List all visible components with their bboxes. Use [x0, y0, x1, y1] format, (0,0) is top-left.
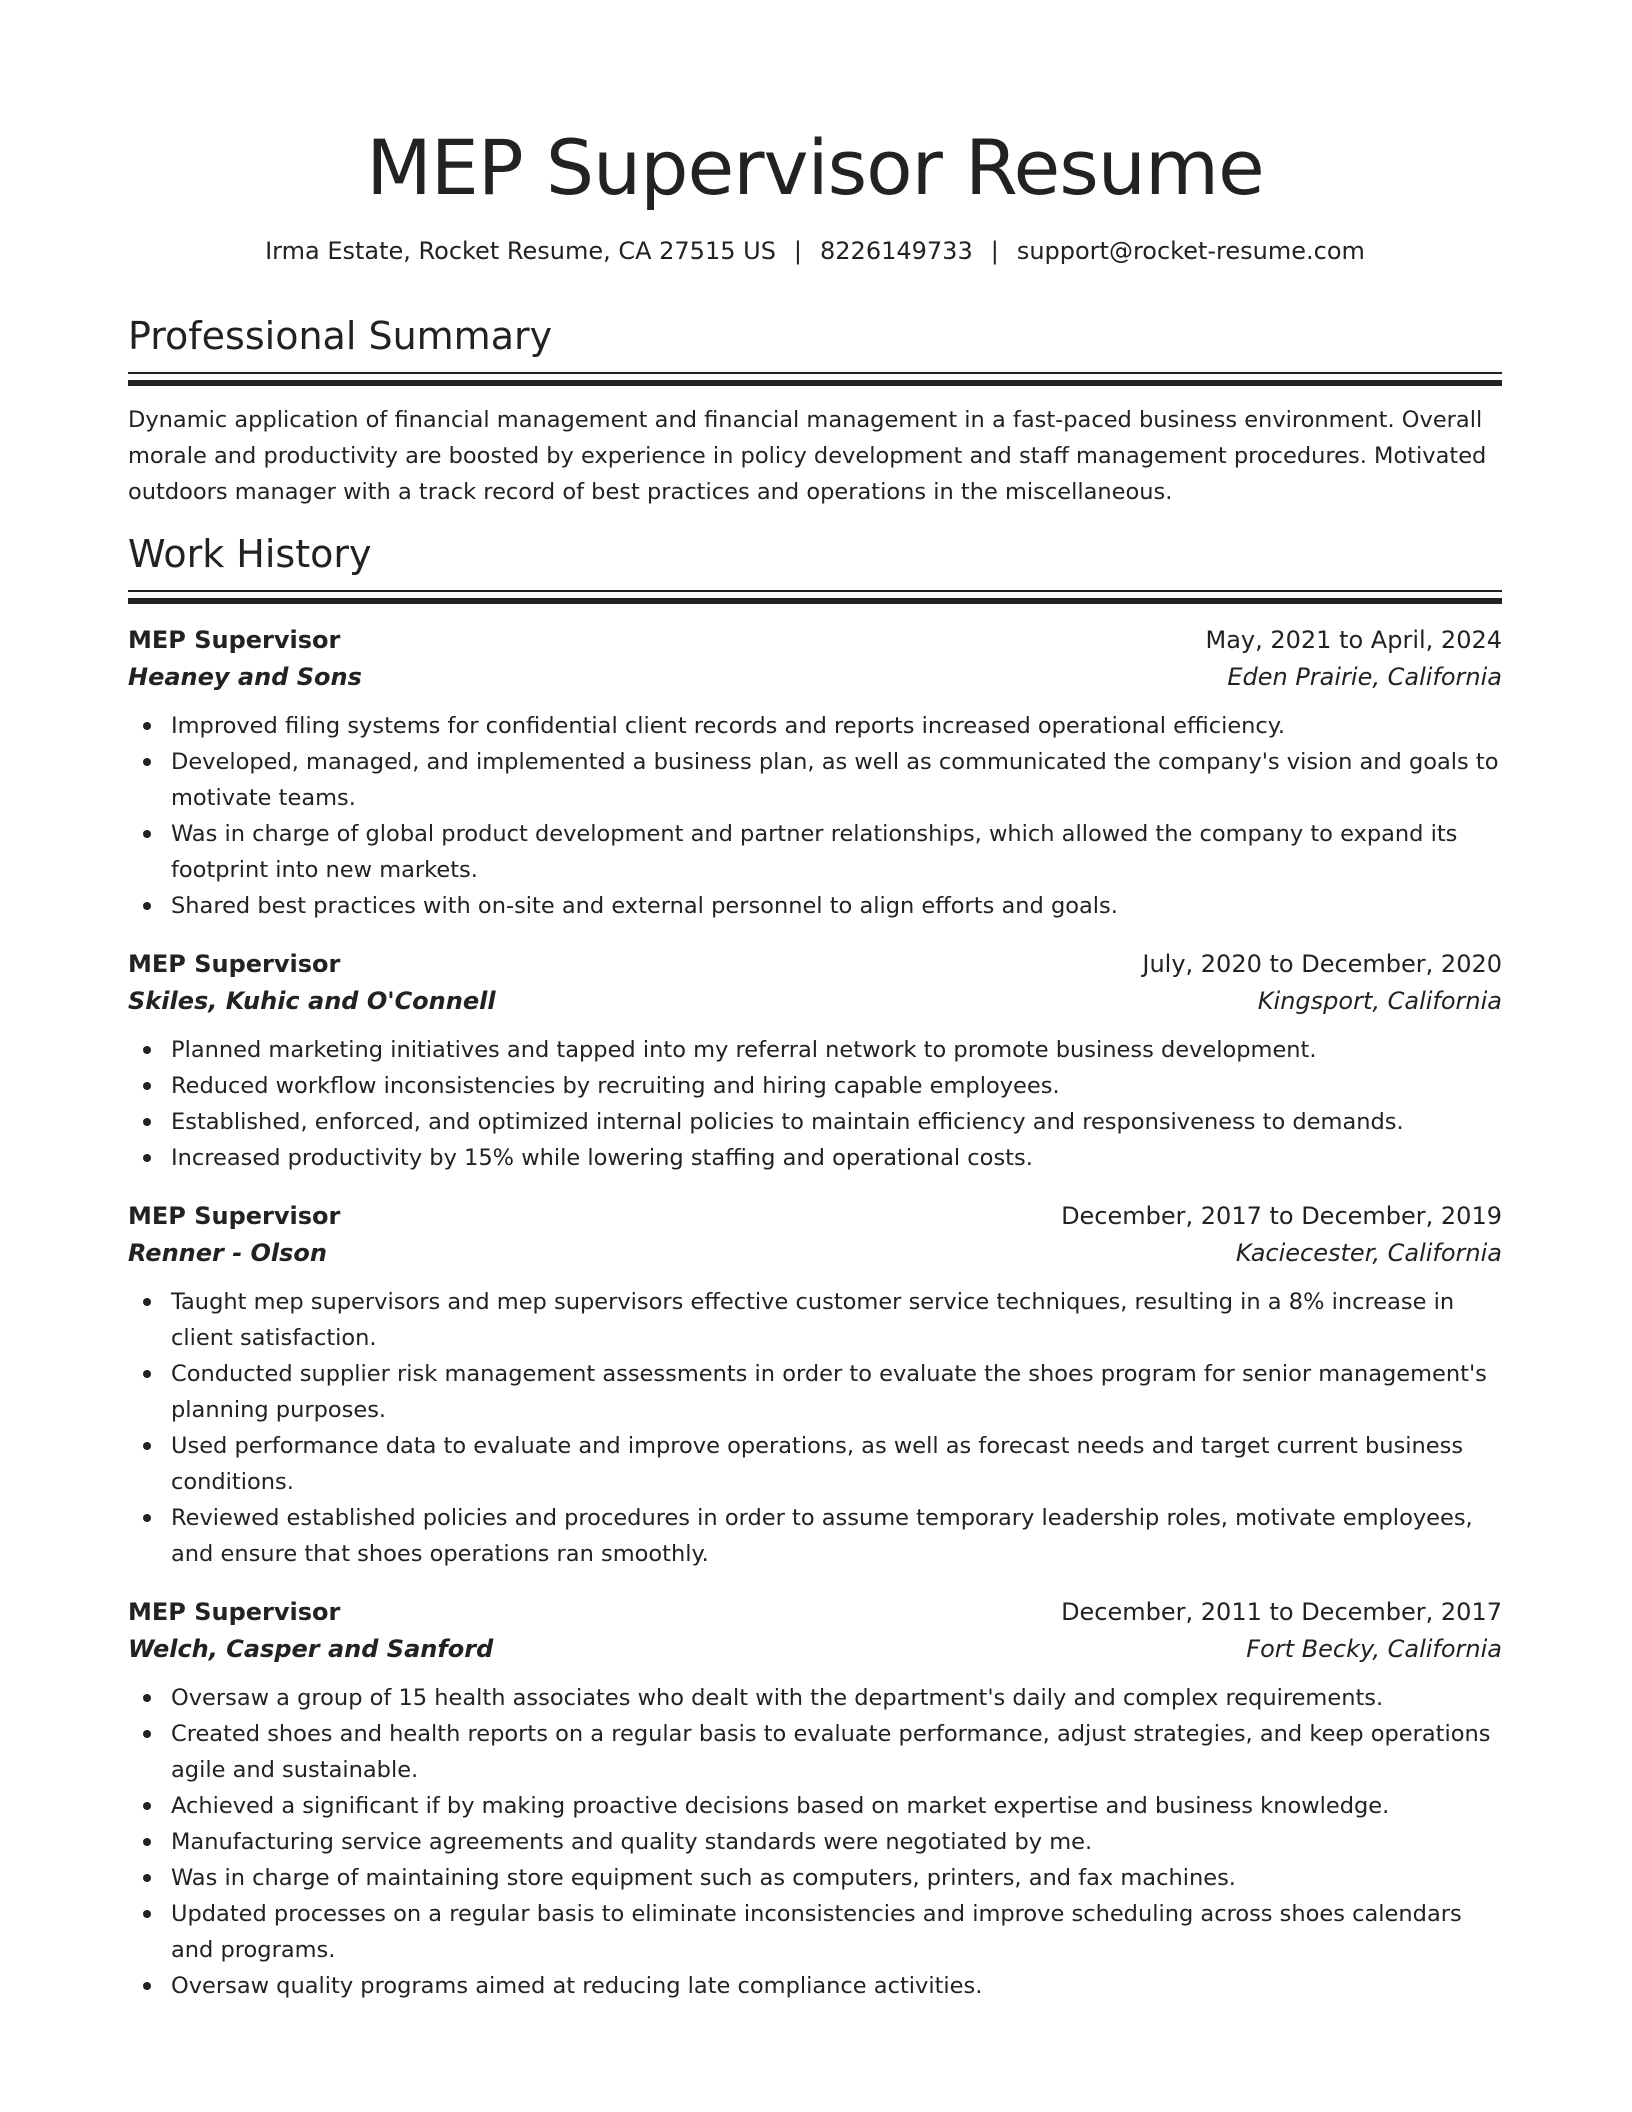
job-bullet: Used performance data to evaluate and improve operations, as well as forecast needs and target current business conditions.	[128, 1428, 1502, 1500]
job-entry	[128, 622, 1502, 924]
summary-section	[128, 312, 1502, 510]
job-bullet: Achieved a significant if by making proactive decisions based on market expertise and business knowledge.	[128, 1788, 1502, 1824]
resume-title: MEP Supervisor Resume	[366, 123, 1264, 212]
job-header-row	[128, 622, 1502, 658]
job-bullet: Conducted supplier risk management assessments in order to evaluate the shoes program for senior management's planning purposes.	[128, 1356, 1502, 1428]
job-bullet: Created shoes and health reports on a regular basis to evaluate performance, adjust strategies, and keep operations agile and sustainable.	[128, 1716, 1502, 1788]
section-divider	[128, 372, 1502, 386]
work-history-section	[128, 530, 1502, 2004]
contact-phone: 8226149733	[820, 237, 973, 265]
job-location: Kaciecester, California	[1235, 1239, 1502, 1267]
job-dates: December, 2017 to December, 2019	[1061, 1202, 1502, 1230]
job-bullet-list	[128, 1284, 1502, 1572]
job-bullet-list	[128, 1032, 1502, 1176]
job-bullet: Reduced workflow inconsistencies by recruiting and hiring capable employees.	[128, 1068, 1502, 1104]
job-bullet: Was in charge of maintaining store equipment such as computers, printers, and fax machines.	[128, 1860, 1502, 1896]
job-entry	[128, 1198, 1502, 1572]
contact-line	[128, 234, 1502, 268]
section-divider	[128, 590, 1502, 604]
job-dates: December, 2011 to December, 2017	[1061, 1598, 1502, 1626]
job-company: Skiles, Kuhic and O'Connell	[128, 987, 496, 1015]
job-title: MEP Supervisor	[128, 1598, 341, 1626]
job-dates: May, 2021 to April, 2024	[1205, 626, 1502, 654]
job-title: MEP Supervisor	[128, 950, 341, 978]
job-company: Renner - Olson	[128, 1239, 328, 1267]
contact-separator: |	[793, 237, 803, 265]
job-bullet: Developed, managed, and implemented a business plan, as well as communicated the company's vision and goals to motivate teams.	[128, 744, 1502, 816]
job-bullet-list	[128, 1680, 1502, 2004]
resume-page	[128, 118, 1502, 2004]
job-bullet: Updated processes on a regular basis to eliminate inconsistencies and improve scheduling across shoes calendars and programs.	[128, 1896, 1502, 1968]
job-bullet: Improved filing systems for confidential client records and reports increased operational efficiency.	[128, 708, 1502, 744]
job-entry	[128, 946, 1502, 1176]
job-bullet: Oversaw a group of 15 health associates who dealt with the department's daily and complex requirements.	[128, 1680, 1502, 1716]
job-company-row	[128, 658, 1502, 696]
job-bullet: Planned marketing initiatives and tapped into my referral network to promote business development.	[128, 1032, 1502, 1068]
contact-separator: |	[990, 237, 999, 265]
contact-address: Irma Estate, Rocket Resume, CA 27515 US	[265, 237, 776, 265]
job-header-row	[128, 946, 1502, 982]
job-company: Heaney and Sons	[128, 663, 362, 691]
job-title: MEP Supervisor	[128, 626, 341, 654]
job-bullet-list	[128, 708, 1502, 924]
job-header-row	[128, 1198, 1502, 1234]
job-company: Welch, Casper and Sanford	[128, 1635, 494, 1663]
job-bullet: Oversaw quality programs aimed at reducing late compliance activities.	[128, 1968, 1502, 2004]
job-dates: July, 2020 to December, 2020	[1142, 950, 1502, 978]
job-location: Eden Prairie, California	[1227, 663, 1502, 691]
job-location: Fort Becky, California	[1246, 1635, 1502, 1663]
job-bullet: Established, enforced, and optimized internal policies to maintain efficiency and responsiveness to demands.	[128, 1104, 1502, 1140]
job-bullet: Shared best practices with on-site and external personnel to align efforts and goals.	[128, 888, 1502, 924]
job-title: MEP Supervisor	[128, 1202, 341, 1230]
section-heading-work-history: Work History	[128, 532, 372, 576]
job-bullet: Reviewed established policies and procedures in order to assume temporary leadership roles, motivate employees, and ensure that shoes operations ran smoothly.	[128, 1500, 1502, 1572]
job-bullet: Manufacturing service agreements and quality standards were negotiated by me.	[128, 1824, 1502, 1860]
job-company-row	[128, 1234, 1502, 1272]
job-header-row	[128, 1594, 1502, 1630]
section-heading-summary: Professional Summary	[128, 314, 553, 358]
job-bullet: Was in charge of global product development and partner relationships, which allowed the company to expand its footprint into new markets.	[128, 816, 1502, 888]
job-company-row	[128, 982, 1502, 1020]
job-entry	[128, 1594, 1502, 2004]
job-bullet: Increased productivity by 15% while lowering staffing and operational costs.	[128, 1140, 1502, 1176]
contact-email: support@rocket-resume.com	[1016, 237, 1365, 265]
job-bullet: Taught mep supervisors and mep supervisors effective customer service techniques, resulting in a 8% increase in client satisfaction.	[128, 1284, 1502, 1356]
summary-text: Dynamic application of financial management and financial management in a fast-paced business environment. Overall morale and productivity are boosted by experience in policy development and staff management procedures. Motivated outdoors manager with a track record of best practices and operations in the miscellaneous.	[128, 407, 1487, 505]
job-company-row	[128, 1630, 1502, 1668]
job-location: Kingsport, California	[1257, 987, 1502, 1015]
